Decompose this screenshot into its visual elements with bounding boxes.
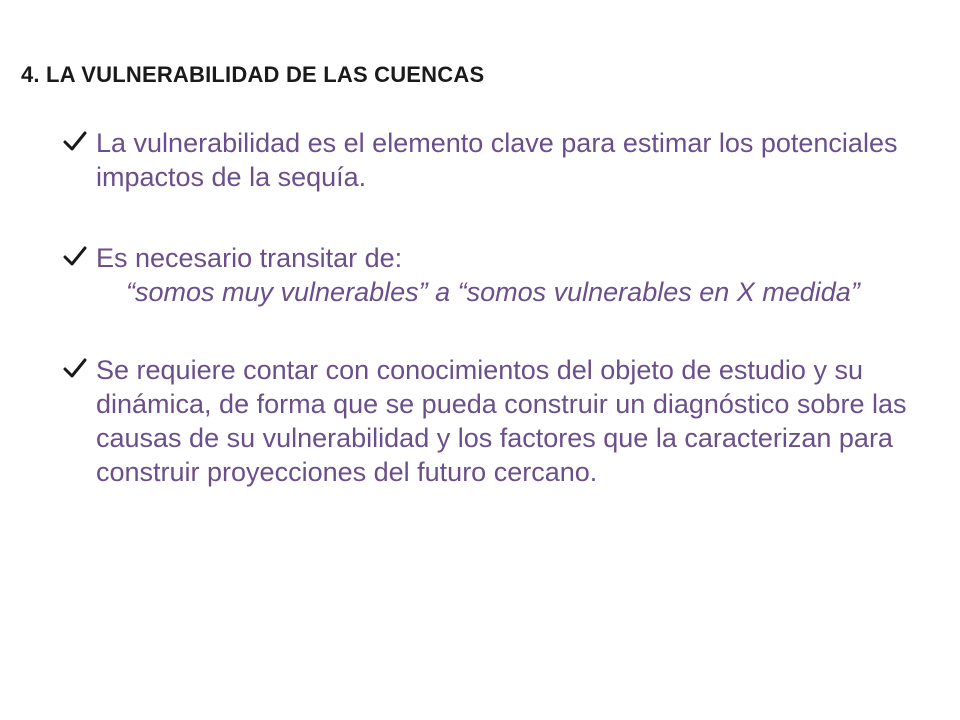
bullet-item — [62, 353, 922, 489]
bullet-item — [62, 126, 922, 194]
checkmark-icon — [62, 243, 88, 269]
checkmark-icon — [62, 355, 88, 381]
bullet-text: Se requiere contar con conocimientos del objeto de estudio y su dinámica, de forma que se pueda construir un diagnóstico sobre las causas de su vulnerabilidad y los factores que la caracterizan para construir proyecciones del futuro cercano. — [96, 355, 907, 487]
bullet-text: Es necesario transitar de: — [96, 243, 403, 273]
bullet-text: La vulnerabilidad es el elemento clave para estimar los potenciales impactos de la sequía. — [96, 128, 898, 192]
bullet-item — [62, 241, 922, 309]
bullet-quote: “somos muy vulnerables” a “somos vulnerables en X medida” — [126, 277, 860, 307]
slide-title: 4. LA VULNERABILIDAD DE LAS CUENCAS — [21, 62, 485, 87]
bullet-list — [62, 126, 922, 489]
checkmark-icon — [62, 128, 88, 154]
